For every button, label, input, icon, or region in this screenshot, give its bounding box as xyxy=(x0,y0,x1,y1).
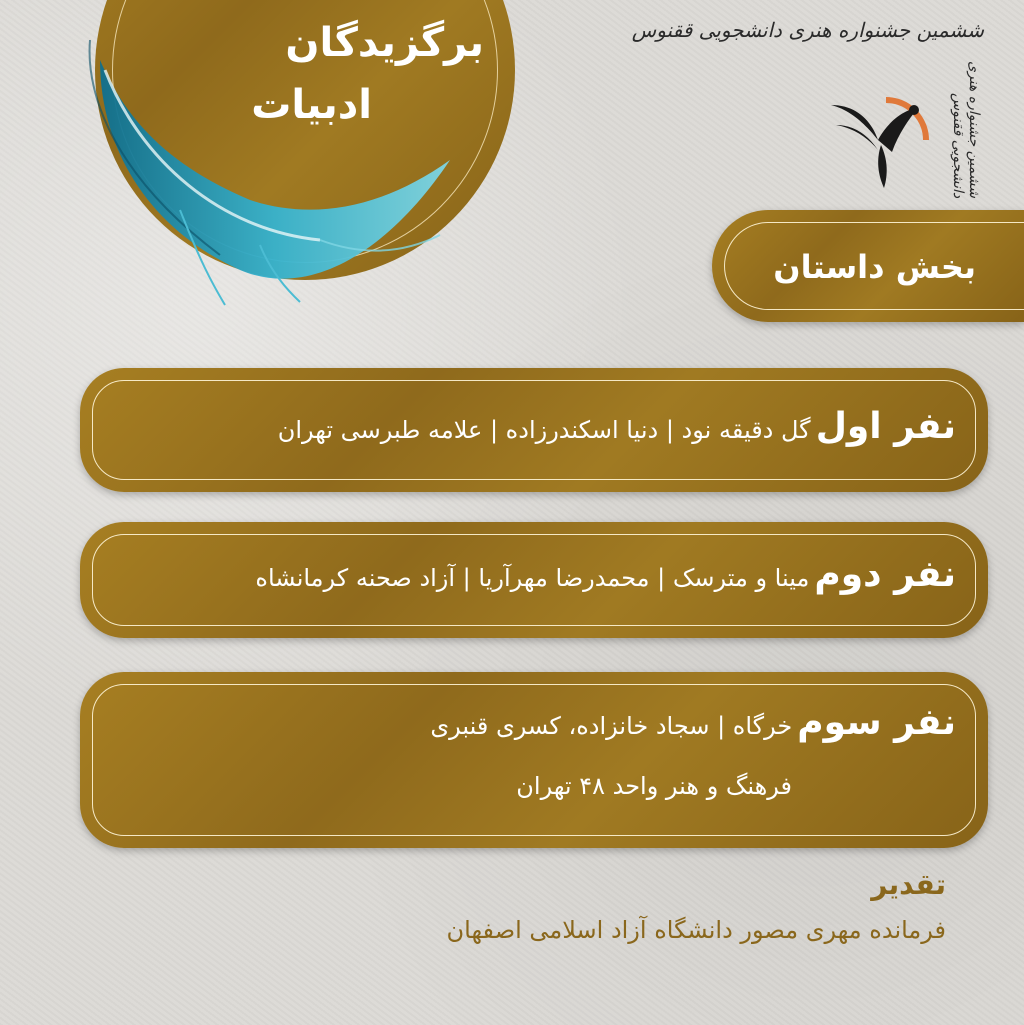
winner-detail: مینا و مترسک | محمدرضا مهرآریا | آزاد صحنه کرمانشاه xyxy=(255,564,810,592)
winner-rank: نفر سوم xyxy=(797,702,956,743)
winner-detail: خرگاه | سجاد خانزاده، کسری قنبری xyxy=(430,712,793,740)
section-title: بخش داستان xyxy=(773,248,976,286)
feather-icon xyxy=(60,40,480,310)
winner-row-third xyxy=(430,702,956,743)
appreciation-title: تقدیر xyxy=(871,868,946,901)
winner-row-first xyxy=(278,406,956,447)
festival-logo-side-text: ششمین جشنواره هنری دانشجویی ققنوس xyxy=(950,61,982,198)
page-title-line2: ادبیات xyxy=(251,82,372,128)
phoenix-icon xyxy=(826,80,936,190)
winner-detail-line2: فرهنگ و هنر واحد ۴۸ تهران xyxy=(516,772,792,800)
winner-row-second xyxy=(255,554,956,595)
page-title-line1: برگزیدگان xyxy=(285,20,484,66)
winner-card-second xyxy=(80,522,988,638)
festival-logo-text: ششمین جشنواره هنری دانشجویی ققنوس xyxy=(631,18,984,42)
appreciation-detail: فرمانده مهری مصور دانشگاه آزاد اسلامی اصفهان xyxy=(446,916,946,944)
winner-rank: نفر دوم xyxy=(814,554,956,595)
winner-card-third xyxy=(80,672,988,848)
winner-card-first xyxy=(80,368,988,492)
winner-detail: گل دقیقه نود | دنیا اسکندرزاده | علامه طبرسی تهران xyxy=(277,416,811,444)
winner-rank: نفر اول xyxy=(815,406,956,447)
